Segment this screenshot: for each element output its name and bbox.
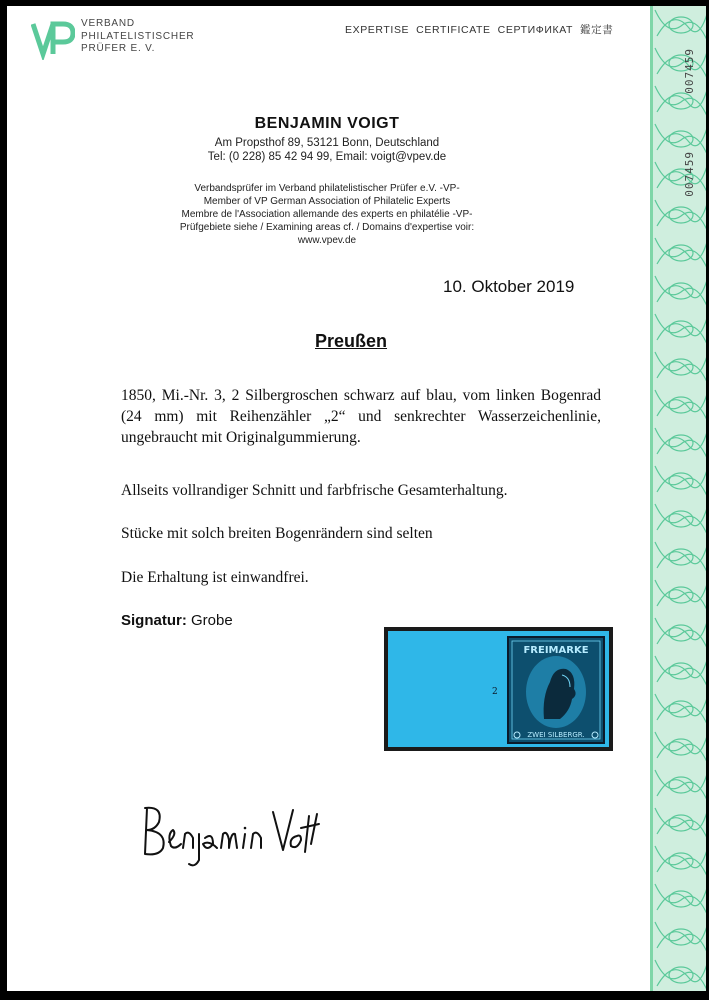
rarity-text: Stücke mit solch breiten Bogenrändern sind selten [121,525,433,542]
association-name [81,18,194,56]
expert-contact: Tel: (0 228) 85 42 94 99, Email: voigt@vpev.de [207,151,447,163]
margin-number: 2 [492,687,498,697]
expert-signature [125,794,325,874]
signatur-value: Grobe [191,612,233,629]
stamp-photo [384,627,613,751]
expert-name: BENJAMIN VOIGT [254,115,400,132]
signatur-label: Signatur: [121,612,187,629]
serial-number: 007459 [683,151,696,197]
guilloche-pattern [655,10,706,990]
certificate-title: EXPERTISE CERTIFICATE СЕРТИФИКАТ 鑑定書 [345,24,614,36]
condition-verdict: Die Erhaltung ist einwandfrei. [121,569,309,586]
website: www.vpev.de [297,235,357,246]
membership-line: Membre de l'Association allemande des experts en philatélie -VP- [181,209,473,220]
logo-line: PHILATELISTISCHER [81,30,195,42]
security-border [650,6,706,991]
logo-line: PRÜFER E. V. [81,43,156,54]
country-heading: Preußen [315,331,388,351]
condition-text: Allseits vollrandiger Schnitt und farbfrische Gesamterhaltung. [121,482,508,499]
membership-line: Member of VP German Association of Philatelic Experts [203,196,451,207]
certificate-sheet [7,6,706,991]
stamp-description: 1850, Mi.-Nr. 3, 2 Silbergroschen schwarz auf blau, vom linken Bogenrad (24 mm) mit Reihenzähler „2“ und senkrechter Wasserzeichenlinie, ungebraucht mit Originalgummierung. [121,387,601,446]
expert-address: Am Propsthof 89, 53121 Bonn, Deutschland [214,137,440,149]
stamp-bottom-text: ZWEI SILBERGR. [527,731,585,739]
serial-number: 007459 [683,48,696,94]
membership-line: Prüfgebiete siehe / Examining areas cf. / Domains d'expertise voir: [179,222,475,233]
signatur-line [121,612,233,629]
stamp-top-text: FREIMARKE [523,645,589,656]
membership-line: Verbandsprüfer im Verband philatelistischer Prüfer e.V. -VP- [194,183,460,194]
vp-logo-icon [31,20,75,60]
certificate-date: 10. Oktober 2019 [443,277,575,296]
logo-line: VERBAND [81,18,135,29]
